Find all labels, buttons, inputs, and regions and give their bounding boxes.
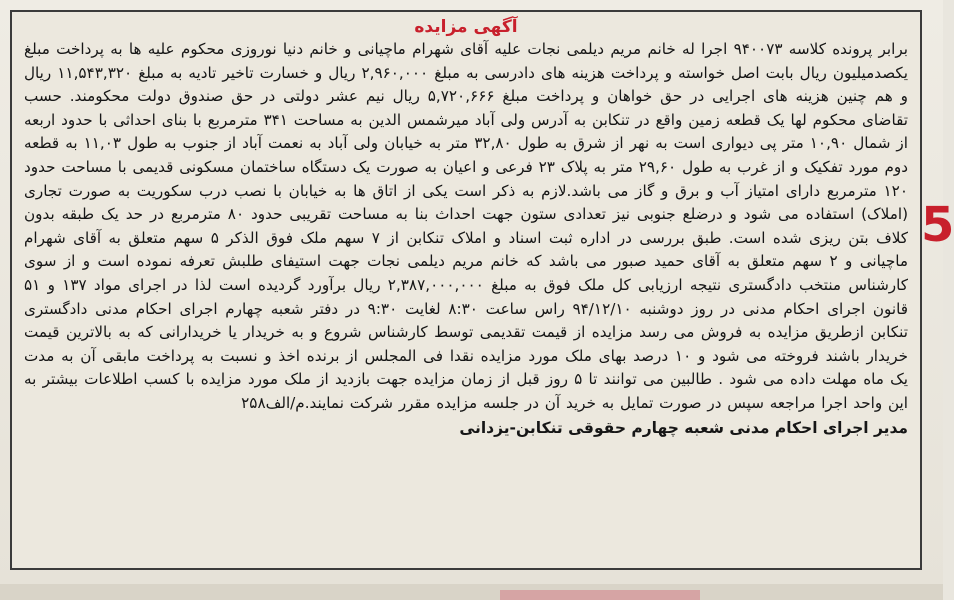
auction-notice-box — [10, 10, 922, 570]
notice-signature: مدیر اجرای احکام مدنی شعبه چهارم حقوقی تنکابن-یزدانی — [459, 418, 908, 437]
notice-title: آگهی مزایده — [414, 17, 518, 37]
next-ad-title-fragment — [500, 590, 700, 600]
margin-mark: 5 — [921, 197, 954, 253]
notice-body: برابر پرونده کلاسه ۹۴۰۰۷۳ اجرا له خانم مریم دیلمی نجات علیه آقای شهرام ماچیانی و خانم دنیا نوروزی محکوم علیه ها به پرداخت مبلغ یکصدمیلیون ریال بابت اصل خواسته و پرداخت هزینه های دادرسی به مبلغ ۲,۹۶۰,۰۰۰ ریال و خسارت تاخیر تادیه به مبلغ ۱۱,۵۴۳,۳۲۰ ریال و هم چنین هزینه های اجرایی در حق خواهان و پرداخت مبلغ ۵,۷۲۰,۶۶۶ ریال نیم عشر دولتی در حق صندوق دولت محکومند. حسب تقاضای محکوم لها یک قطعه زمین واقع در تنکابن به آدرس ولی آباد میرشمس الدین به مساحت ۳۴۱ مترمربع با بنای احداثی با حدود اربعه از شمال ۱۰,۹۰ متر پی دیواری است به نهر از شرق به طول ۳۲,۸۰ متر به خیابان ولی آباد به نعمت آباد از جنوب به طول ۱۱,۰۳ به قطعه دوم مورد تفکیک و از غرب به طول ۲۹,۶۰ متر به پلاک ۲۳ فرعی و اعیان به صورت یک دستگاه ساختمان مسکونی قدیمی با مساحت حدود ۱۲۰ مترمربع دارای امتیاز آب و برق و گاز می باشد.لازم به ذکر است یکی از اتاق ها به خیابان با نصب درب سکوریت به صورت تجاری (املاک) استفاده می شود و درضلع جنوبی نیز تعدادی ستون جهت احداث بنا به مساحت تقریبی حدود ۸۰ مترمربع در حد یک طبقه بدون کلاف بتن ریزی شده است. طبق بررسی در اداره ثبت اسناد و املاک تنکابن از ۷ سهم ملک فوق الذکر ۵ سهم متعلق به آقای شهرام ماچیانی و ۲ سهم متعلق به آقای حمید صبور می باشد که خانم مریم دیلمی نجات جهت استیفای طلبش تعرفه نموده است و از سوی کارشناس منتخب دادگستری نتیجه ارزیابی کل ملک فوق به مبلغ ۲,۳۸۷,۰۰۰,۰۰۰ ریال برآورد گردیده است لذا در اجرای مواد ۱۳۷ و ۵۱ قانون اجرای احکام مدنی در روز دوشنبه ۹۴/۱۲/۱۰ راس ساعت ۸:۳۰ لغایت ۹:۳۰ در دفتر شعبه چهارم اجرای احکام مدنی دادگستری تنکابن ازطریق مزایده به فروش می رسد مزایده از قیمت تقدیمی توسط کارشناس شروع و به خریدار یا خریدارانی که به بالاترین قیمت خریدار باشند فروخته می شود و ۱۰ درصد بهای ملک مورد مزایده نقدا فی المجلس از برنده اخذ و نسبت به پرداخت مابقی آن به مدت یک ماه مهلت داده می شود . طالبین می توانند تا ۵ روز قبل از زمان مزایده جهت بازدید از ملک مورد مزایده با کسب اطلاعات بیشتر به این واحد اجرا مراجعه سپس در صورت تمایل به خرید آن در جلسه مزایده مقرر شرکت نمایند.م/الف۲۵۸ — [24, 40, 908, 412]
next-ad-edge — [0, 584, 943, 600]
